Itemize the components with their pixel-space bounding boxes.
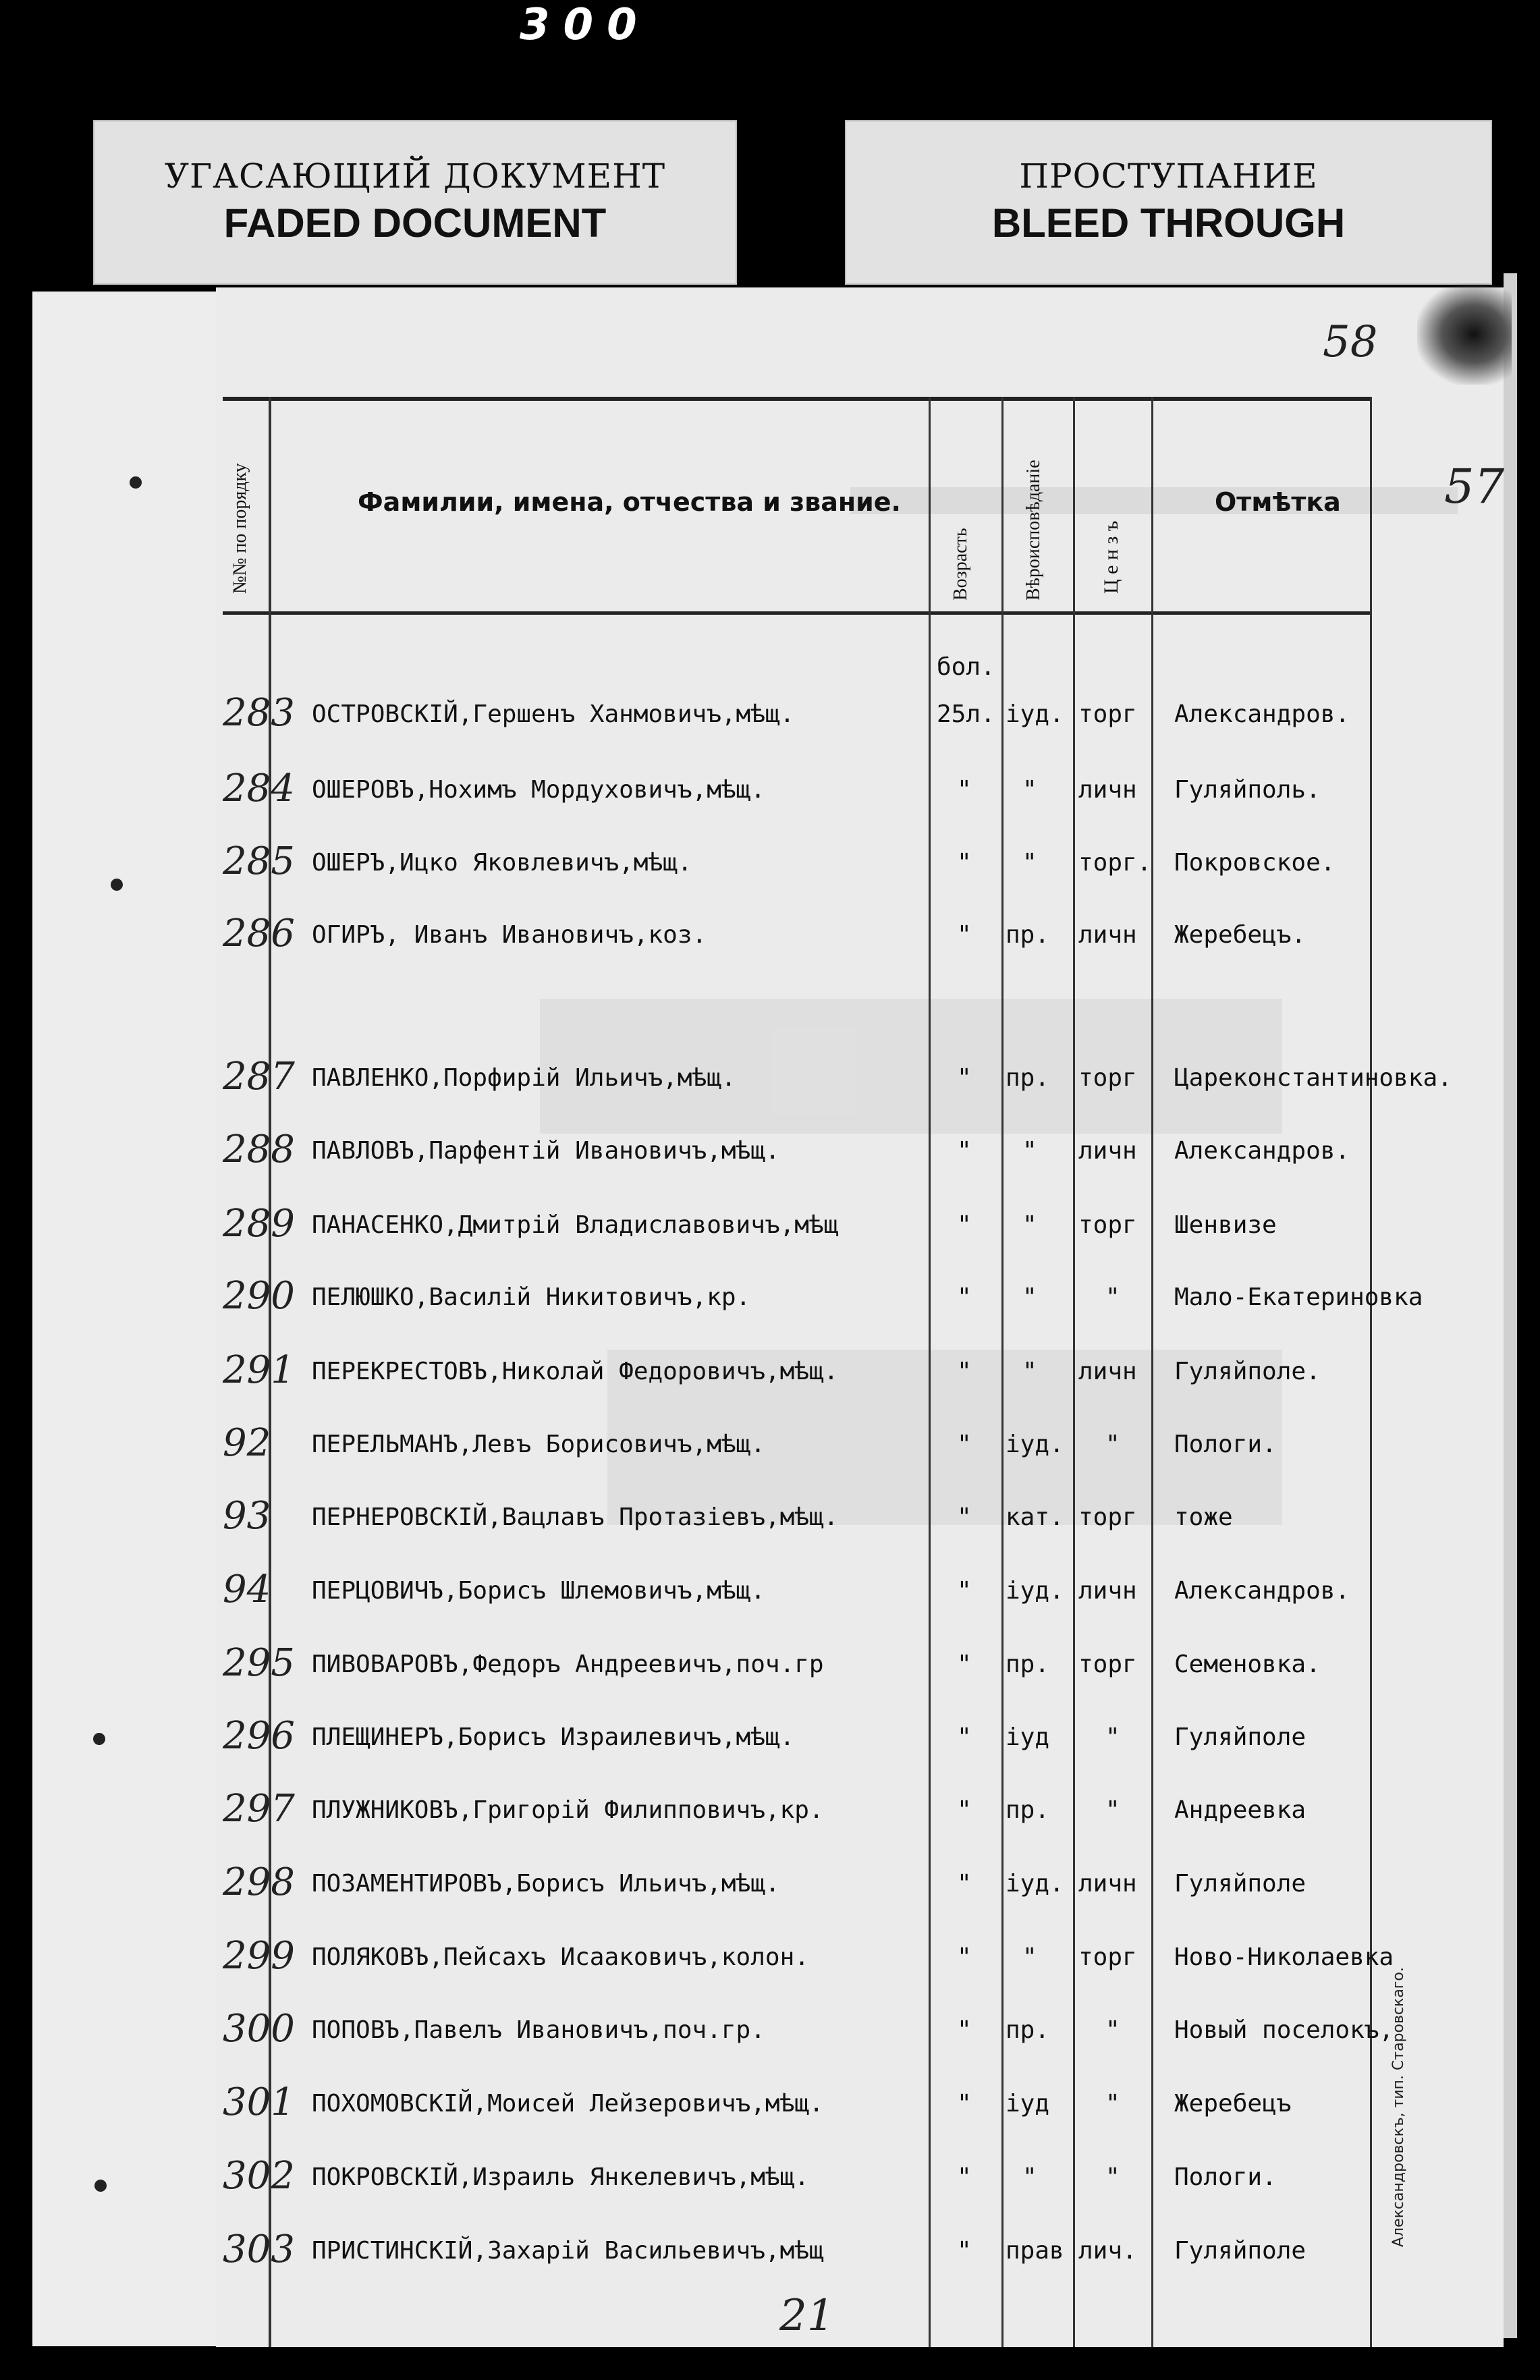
entry-remark: тоже — [1174, 1503, 1233, 1531]
entry-remark: Гуляйполе — [1174, 1870, 1307, 1898]
entry-number: 94 — [223, 1568, 271, 1611]
previous-folio-number: 57 — [1444, 459, 1505, 514]
entry-religion: " — [1022, 776, 1037, 804]
entry-religion: пр. — [1006, 921, 1050, 949]
page-footer-number: 21 — [779, 2291, 835, 2341]
entry-religion: iуд. — [1006, 1431, 1064, 1458]
header-census: Ц е н з ъ — [1100, 520, 1122, 594]
entry-remark: Новый поселокъ, — [1174, 2016, 1394, 2044]
entry-age: " — [957, 1503, 972, 1531]
bleed-tag-english: BLEED THROUGH — [991, 200, 1346, 246]
entry-name: ОШЕРОВЪ,Нохимъ Мордуховичъ,мѣщ. — [312, 776, 765, 804]
entry-age: 25л. — [937, 700, 995, 728]
header-number: №№ по порядку — [229, 463, 250, 594]
entry-religion: " — [1022, 1137, 1037, 1165]
entry-religion: пр. — [1006, 1796, 1050, 1824]
entry-census: " — [1105, 2016, 1120, 2044]
entry-name: ОШЕРЪ,Ицко Яковлевичъ,мѣщ. — [312, 849, 692, 877]
entry-age: " — [957, 1651, 972, 1678]
entry-age: " — [957, 776, 972, 804]
entry-remark: Ново-Николаевка — [1174, 1943, 1394, 1971]
entry-census: торг — [1078, 1064, 1137, 1092]
header-remark: Отмѣтка — [1215, 487, 1341, 517]
entry-age: " — [957, 2090, 972, 2118]
entry-name: ПОПОВЪ,Павелъ Ивановичъ,поч.гр. — [312, 2016, 765, 2044]
entry-remark: Андреевка — [1174, 1796, 1307, 1824]
entry-religion: пр. — [1006, 2016, 1050, 2044]
entry-name: ПАВЛОВЪ,Парфентiй Ивановичъ,мѣщ. — [312, 1137, 780, 1165]
entry-religion: " — [1022, 1358, 1037, 1385]
entry-number: 295 — [223, 1641, 295, 1685]
entry-census: " — [1105, 2090, 1120, 2118]
entry-number: 285 — [223, 839, 295, 883]
entry-census: личн — [1078, 1577, 1137, 1605]
entry-age: " — [957, 1870, 972, 1898]
folio-number: 58 — [1323, 317, 1378, 367]
entry-number: 284 — [223, 767, 295, 810]
entry-remark: Шенвизе — [1174, 1211, 1277, 1239]
entry-age: " — [957, 2016, 972, 2044]
bleed-through-ghost — [850, 487, 1458, 514]
entry-remark: Гуляйполе — [1174, 2237, 1307, 2265]
entry-name: ПИВОВАРОВЪ,Федоръ Андреевичъ,поч.гр — [312, 1651, 824, 1678]
entry-remark: Жеребецъ — [1174, 2090, 1292, 2118]
entry-number: 283 — [223, 691, 295, 735]
header-top-rule — [223, 397, 1370, 401]
entry-name: ПЛУЖНИКОВЪ,Григорiй Филипповичъ,кр. — [312, 1796, 824, 1824]
entry-census: торг — [1078, 1503, 1137, 1531]
entry-name: ОСТРОВСКIЙ,Гершенъ Ханмовичъ,мѣщ. — [312, 700, 795, 728]
header-religion: Вѣроисповѣданіе — [1023, 460, 1044, 601]
entry-number: 303 — [223, 2227, 295, 2271]
entry-census: " — [1105, 1431, 1120, 1458]
entry-census: личн — [1078, 1870, 1137, 1898]
entry-number: 290 — [223, 1274, 295, 1318]
binding-hole — [93, 1733, 105, 1745]
bleed-through-tag — [845, 120, 1492, 285]
binding-hole — [111, 879, 123, 891]
entry-age: " — [957, 1211, 972, 1239]
entry-number: 92 — [223, 1421, 271, 1465]
entry-number: 288 — [223, 1128, 295, 1171]
entry-census: торг. — [1078, 849, 1152, 877]
entry-number: 287 — [223, 1055, 295, 1099]
entry-census: торг — [1078, 700, 1137, 728]
entry-remark: Гуляйполе. — [1174, 1358, 1321, 1385]
entry-number: 300 — [223, 2007, 295, 2051]
entry-census: личн — [1078, 1137, 1137, 1165]
entry-census: торг — [1078, 1651, 1137, 1678]
entry-remark: Мало-Екатериновка — [1174, 1283, 1423, 1311]
faded-tag-russian: УГАСАЮЩИЙ ДОКУМЕНТ — [164, 157, 666, 196]
entry-remark: Александров. — [1174, 1137, 1350, 1165]
entry-age: " — [957, 2237, 972, 2265]
entry-age: " — [957, 1358, 972, 1385]
entry-age: " — [957, 2163, 972, 2191]
entry-religion: iуд — [1006, 2090, 1050, 2118]
entry-name: ПАВЛЕНКО,Порфирiй Ильичъ,мѣщ. — [312, 1064, 736, 1092]
entry-name: ПЕРЕКРЕСТОВЪ,Николай Федоровичъ,мѣщ. — [312, 1358, 839, 1385]
entry-name: ПЕЛЮШКО,Василiй Никитовичъ,кр. — [312, 1283, 751, 1311]
header-age: Возрасть — [950, 528, 971, 601]
entry-religion: iуд. — [1006, 700, 1064, 728]
entry-census: " — [1105, 2163, 1120, 2191]
ink-blot — [1417, 283, 1512, 385]
entry-name: ПОКРОВСКIЙ,Израиль Янкелевичъ,мѣщ. — [312, 2163, 809, 2191]
entry-age: " — [957, 1283, 972, 1311]
entry-age: " — [957, 1577, 972, 1605]
entry-religion: пр. — [1006, 1064, 1050, 1092]
entry-census: " — [1105, 1796, 1120, 1824]
entry-number: 298 — [223, 1860, 295, 1904]
faded-tag-english: FADED DOCUMENT — [223, 200, 607, 246]
entry-religion: " — [1022, 1943, 1037, 1971]
entry-remark: Цареконстантиновка. — [1174, 1064, 1452, 1092]
entry-number: 296 — [223, 1714, 295, 1758]
header-names: Фамилии, имена, отчества и звание. — [358, 487, 901, 517]
entry-census: личн — [1078, 1358, 1137, 1385]
entry-age: " — [957, 1064, 972, 1092]
entry-religion: iуд. — [1006, 1870, 1064, 1898]
entry-number: 302 — [223, 2154, 295, 2198]
entry-age: " — [957, 1796, 972, 1824]
bleed-tag-russian: ПРОСТУПАНИЕ — [1019, 157, 1318, 196]
entry-age: " — [957, 1431, 972, 1458]
entry-number: 289 — [223, 1202, 295, 1246]
header-bottom-rule — [223, 611, 1370, 615]
entry-number: 93 — [223, 1494, 271, 1538]
entry-number: 299 — [223, 1934, 295, 1978]
entry-census: личн — [1078, 776, 1137, 804]
entry-religion: iуд — [1006, 1723, 1050, 1751]
entry-remark: Пологи. — [1174, 2163, 1277, 2191]
entry-name: ПОЛЯКОВЪ,Пейсахъ Исааковичъ,колон. — [312, 1943, 809, 1971]
faded-document-tag — [93, 120, 737, 285]
entry-number: 291 — [223, 1348, 295, 1392]
entry-name: ПЕРЕЛЬМАНЪ,Левъ Борисовичъ,мѣщ. — [312, 1431, 765, 1458]
frame-number: 300 — [520, 0, 651, 50]
binding-hole — [130, 476, 142, 489]
entry-age: " — [957, 921, 972, 949]
entry-age-prefix: бол. — [937, 653, 995, 681]
entry-census: лич. — [1078, 2237, 1137, 2265]
entry-religion: iуд. — [1006, 1577, 1064, 1605]
entry-religion: " — [1022, 1211, 1037, 1239]
entry-remark: Пологи. — [1174, 1431, 1277, 1458]
column-rule — [1370, 397, 1372, 2347]
entry-religion: " — [1022, 2163, 1037, 2191]
entry-age: " — [957, 849, 972, 877]
entry-name: ПРИСТИНСКIЙ,Захарiй Васильевичъ,мѣщ — [312, 2237, 824, 2265]
page-edge — [1504, 273, 1517, 2338]
entry-age: " — [957, 1943, 972, 1971]
entry-name: ПЕРЦОВИЧЪ,Борисъ Шлемовичъ,мѣщ. — [312, 1577, 765, 1605]
entry-census: торг — [1078, 1211, 1137, 1239]
entry-number: 286 — [223, 912, 295, 956]
entry-name: ПЕРНЕРОВСКIЙ,Вацлавъ Протазiевъ,мѣщ. — [312, 1503, 839, 1531]
entry-remark: Покровское. — [1174, 849, 1336, 877]
entry-name: ПАНАСЕНКО,Дмитрiй Владиславовичъ,мѣщ — [312, 1211, 839, 1239]
entry-number: 301 — [223, 2080, 295, 2124]
entry-remark: Гуляйполе — [1174, 1723, 1307, 1751]
entry-remark: Гуляйполь. — [1174, 776, 1321, 804]
printer-imprint: Александровскъ, тип. Старовскаго. — [1390, 1967, 1407, 2247]
entry-remark: Семеновка. — [1174, 1651, 1321, 1678]
entry-religion: пр. — [1006, 1651, 1050, 1678]
entry-name: ПОХОМОВСКIЙ,Моисей Лейзеровичъ,мѣщ. — [312, 2090, 824, 2118]
left-binding-strip — [32, 292, 217, 2346]
entry-age: " — [957, 1723, 972, 1751]
entry-census: " — [1105, 1283, 1120, 1311]
entry-census: личн — [1078, 921, 1137, 949]
entry-religion: " — [1022, 1283, 1037, 1311]
entry-name: ПЛЕЩИНЕРЪ,Борисъ Израилевичъ,мѣщ. — [312, 1723, 795, 1751]
entry-remark: Жеребецъ. — [1174, 921, 1307, 949]
entry-census: торг — [1078, 1943, 1137, 1971]
entry-remark: Александров. — [1174, 700, 1350, 728]
entry-age: " — [957, 1137, 972, 1165]
entry-religion: " — [1022, 849, 1037, 877]
entry-religion: кат. — [1006, 1503, 1064, 1531]
entry-name: ПОЗАМЕНТИРОВЪ,Борисъ Ильичъ,мѣщ. — [312, 1870, 780, 1898]
entry-name: ОГИРЪ, Иванъ Ивановичъ,коз. — [312, 921, 707, 949]
entry-number: 297 — [223, 1787, 295, 1831]
entry-census: " — [1105, 1723, 1120, 1751]
entry-religion: прав — [1006, 2237, 1064, 2265]
entry-remark: Александров. — [1174, 1577, 1350, 1605]
binding-hole — [94, 2180, 107, 2192]
